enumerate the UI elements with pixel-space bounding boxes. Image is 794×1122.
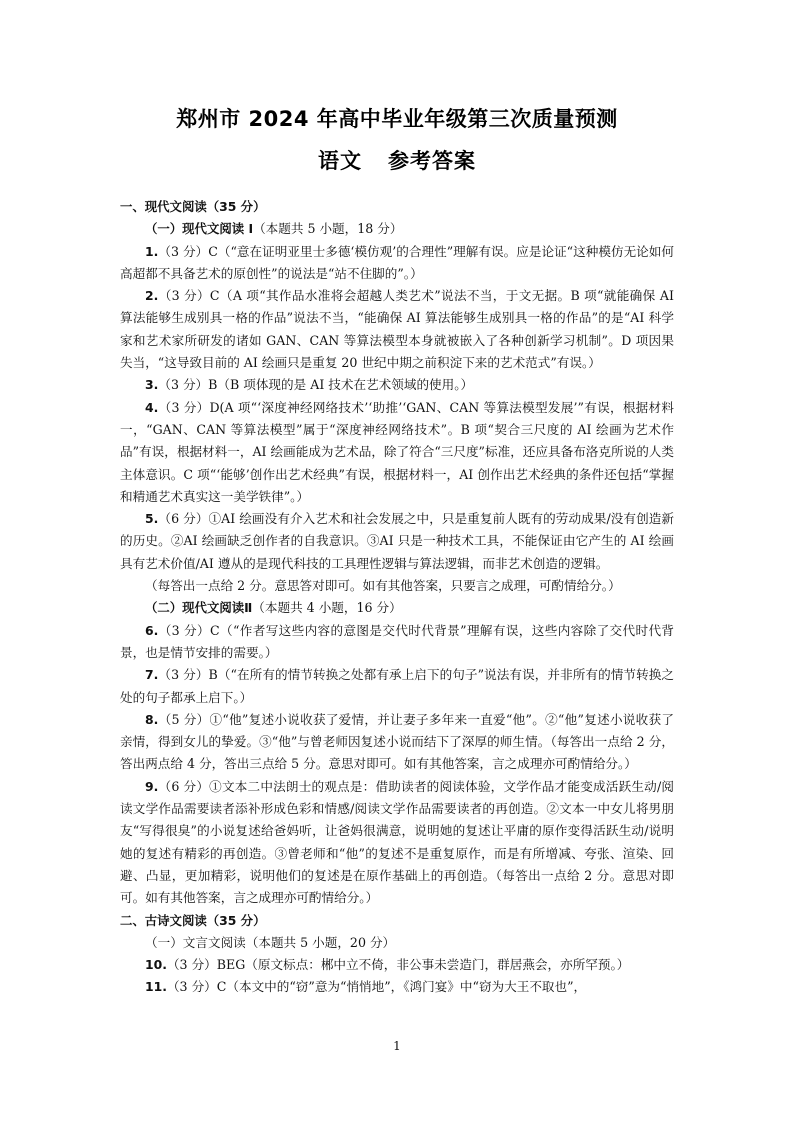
answer-item-1 [120,241,674,286]
answer-text: （6 分）①AI 绘画没有介入艺术和社会发展之中，只是重复前人既有的劳动成果/没有创造新的历史。②AI 绘画缺乏创作者的自我意识。③AI 只是一种技术工具，不能保证由它产生的 AI 绘画具有艺术价值/AI 遵从的是现代科技的工具理性逻辑与算法逻辑，而非艺术创造的逻辑。 [120,511,674,571]
answer-item-6 [120,620,674,665]
answer-text: （3 分）C（“意在证明亚里士多德‘模仿观’的合理性”理解有误。应是论证“这种模仿无论如何高超都不具备艺术的原创性”的说法是“站不住脚的”。） [120,243,674,281]
section-heading-classical-reading: 二、古诗文阅读（35 分） [120,912,266,928]
question-number: 2. [145,288,159,304]
answer-content [120,196,674,999]
answer-text: （3 分）BEG（原文标点：郴中立不倚，非公事未尝造门，群居燕会，亦所罕预。） [166,957,630,973]
answer-item-7 [120,664,674,709]
subsection-title: （一）现代文阅读 I [145,221,254,237]
question-number: 7. [145,667,159,683]
document-subtitle [0,145,794,175]
document-title: 郑州市 2024 年高中毕业年级第三次质量预测 [176,107,618,131]
question-number: 8. [145,711,159,727]
answer-item-3 [120,374,674,396]
answer-item-5 [120,508,674,575]
subsection-title: （二）现代文阅读Ⅱ [145,600,253,616]
scoring-note: （每答出一点给 2 分。意思答对即可。如有其他答案，只要言之成理，可酌情给分。） [145,578,621,594]
answer-item-2 [120,285,674,374]
answer-item-11 [120,976,674,998]
subsection-heading-modern-reading-2 [120,597,674,619]
subsection-heading-modern-reading-1 [120,218,674,240]
page-number: 1 [393,1039,401,1053]
subsection-info: （本题共 5 小题，18 分） [253,221,403,237]
subsection-heading-classical-prose: （一）文言文阅读（本题共 5 小题，20 分） [145,934,396,950]
subsection-info: （本题共 4 小题，16 分） [252,600,402,616]
answer-text: （5 分）①“他”复述小说收获了爱情，并让妻子多年来一直爱“他”。②“他”复述小说收获了亲情，得到女儿的挚爱。③“他”与曾老师因复述小说而结下了深厚的师生情。（每答出一点给 2 分，答出两点给 4 分，答出三点给 5 分。意思对即可。如有其他答案，言之成理亦可酌情给分。） [120,711,674,772]
question-number: 4. [145,399,159,415]
question-number: 10. [145,957,167,973]
answer-text: （3 分）D(A 项“‘深度神经网络技术’‘助推’‘GAN、CAN 等算法模型发展’”有误，根据材料一，“GAN、CAN 等算法模型”属于“深度神经网络技术”。B 项“契合三尺度的 AI 绘画为艺术作品”有误，根据材料一，AI 绘画能成为艺术品，除了符合“三尺度”标准，还应具备布洛克所说的人类主体意识。C 项“‘能够’创作出艺术经典”有误，根据材料一，AI 创作出艺术经典的条件还包括“掌握和精通艺术真实这一美学铁律”。） [120,399,674,504]
question-number: 9. [145,778,159,794]
answer-item-9 [120,776,674,910]
answer-text: （3 分）B（B 项体现的是 AI 技术在艺术领域的使用。） [158,377,474,393]
question-number: 1. [145,243,159,259]
question-number: 5. [145,511,159,527]
answer-text: （6 分）①文本二中法朗士的观点是：借助读者的阅读体验，文学作品才能变成活跃生动/阅读文学作品需要读者添补形成色彩和情感/阅读文学作品需要读者的再创造。②文本一中女儿将男朋友“写得很臭”的小说复述给爸妈听，让爸妈很满意，说明她的复述让平庸的原作变得活跃生动/说明她的复述有精彩的再创造。③曾老师和“他”的复述不是重复原作，而是有所增减、夸张、渲染、回避、凸显，更加精彩，说明他们的复述是在原作基础上的再创造。（每答出一点给 2 分。意思对即可。如有其他答案，言之成理亦可酌情给分。） [120,778,674,906]
answer-text: （3 分）C（“作者写这些内容的意图是交代时代背景”理解有误，这些内容除了交代时代背景，也是情节安排的需要。） [120,622,674,660]
question-number: 6. [145,622,159,638]
section-heading-modern-reading: 一、现代文阅读（35 分） [120,199,266,214]
answer-text: （3 分）C（A 项“其作品水准将会超越人类艺术”说法不当，于文无据。B 项“就能确保 AI 算法能够生成别具一格的作品”说法不当，“能确保 AI 算法能够生成别具一格的作品”的是“AI 科学家和艺术家所研发的诸如 GAN、CAN 等算法模型本身就被嵌入了各种创新学习机制”。D 项因果失当，“这导致目前的 AI 绘画只是重复 20 世纪中期之前积淀下来的艺术范式”有误。） [120,288,674,371]
question-number: 3. [145,377,159,393]
answer-item-8 [120,709,674,776]
question-number: 11. [145,979,167,995]
answer-item-10 [120,954,674,976]
answer-text: （3 分）C（本文中的“窃”意为“悄悄地”，《鸿门宴》中“窃为大王不取也”， [166,979,587,995]
answer-item-4 [120,397,674,508]
answer-text: （3 分）B（“在所有的情节转换之处都有承上启下的句子”说法有误，并非所有的情节转换之处的句子都承上启下。） [120,667,674,705]
subject-label: 语文 [318,149,362,173]
answer-key-label: 参考答案 [388,149,476,173]
